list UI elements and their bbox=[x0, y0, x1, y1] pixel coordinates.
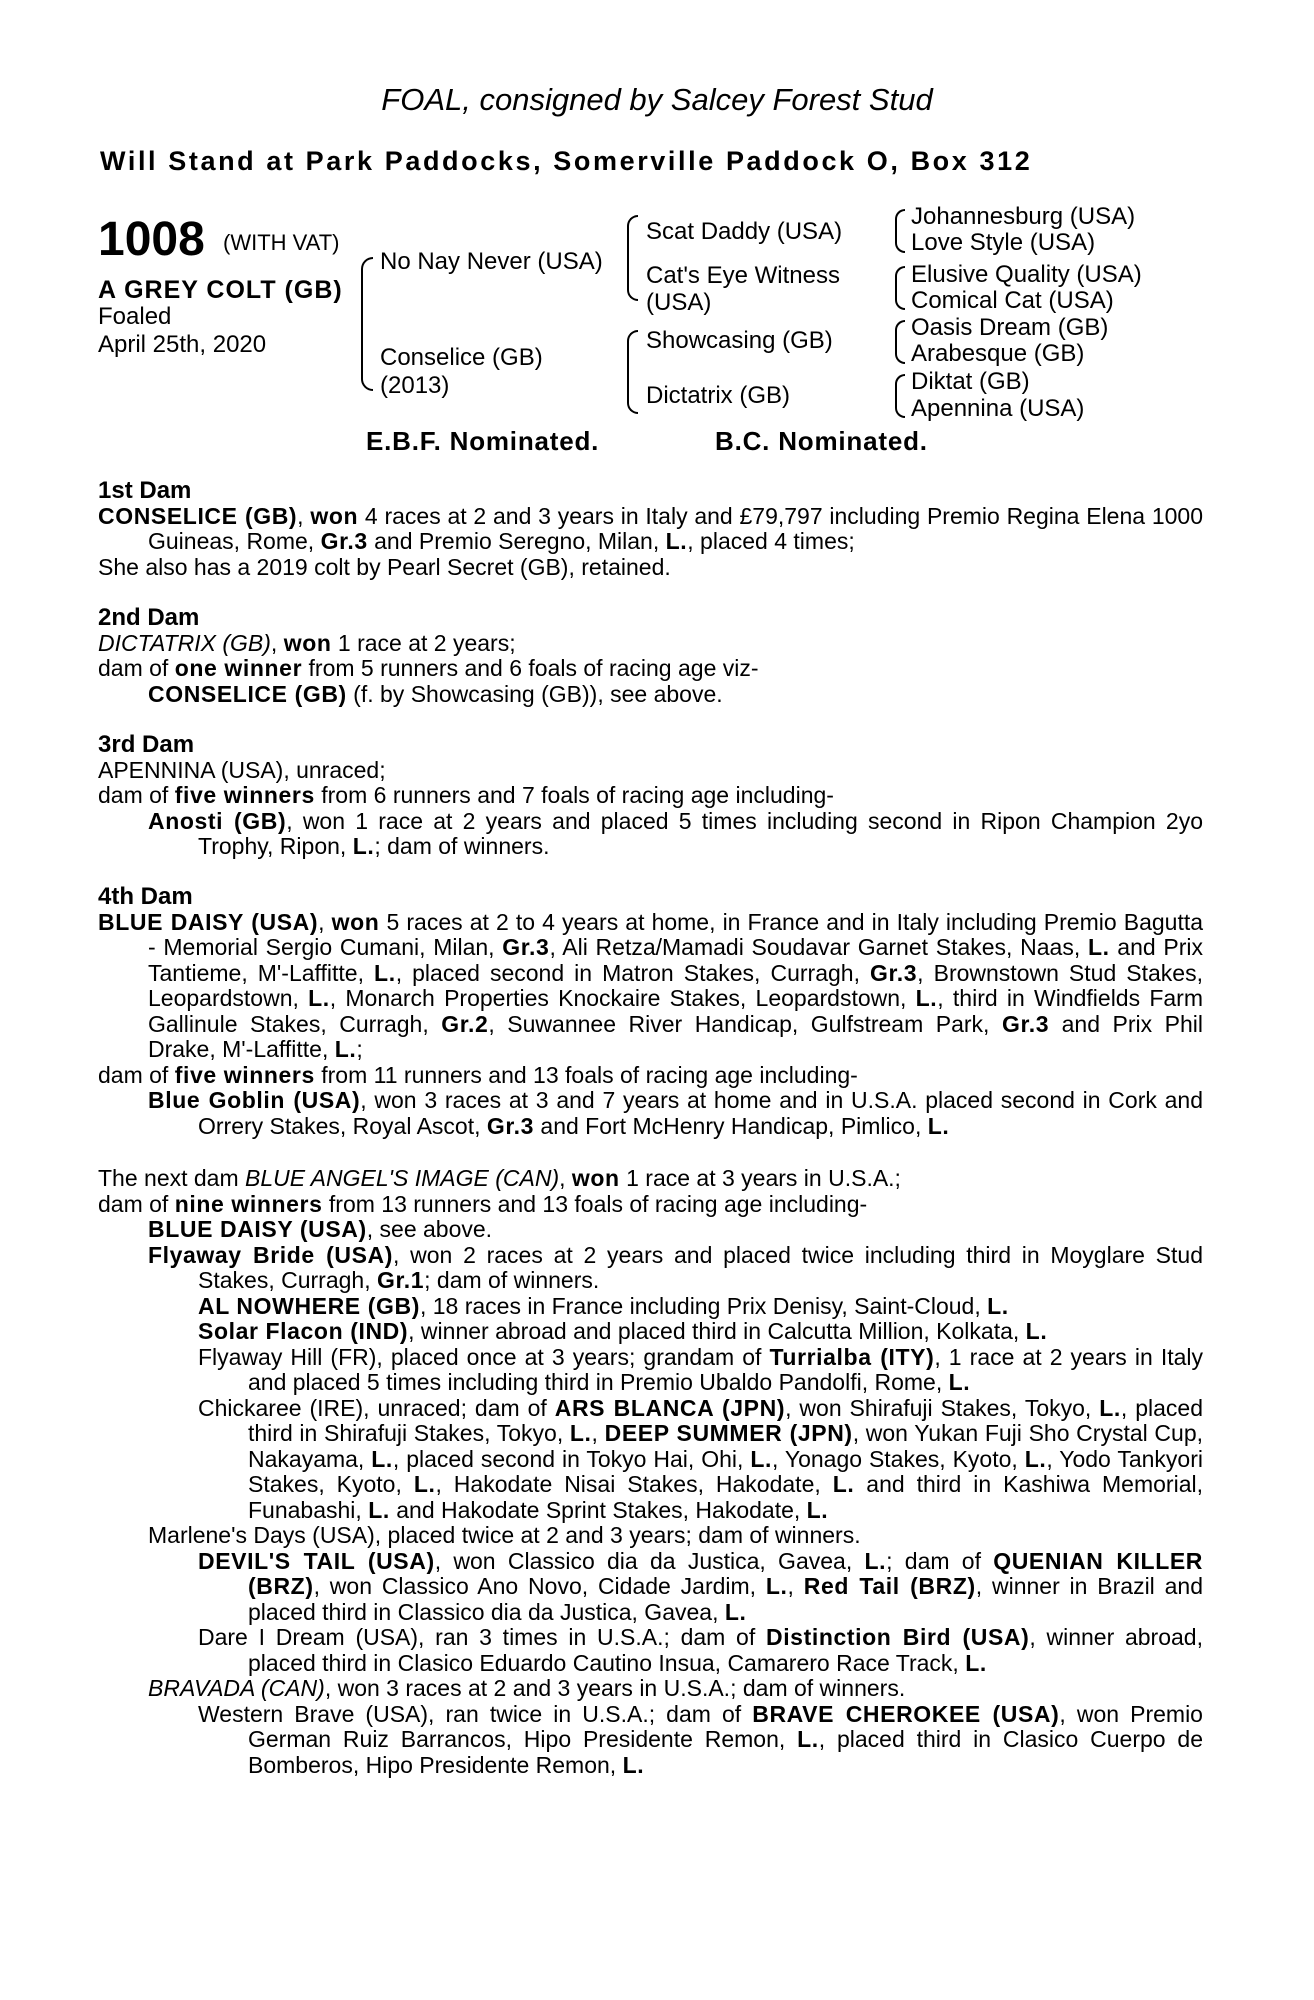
first-dam-text: 4 races at 2 and 3 years in Italy and £79,797 including Premio Regina Elena 1000 Guineas, Rome, bbox=[148, 502, 1203, 554]
produce-western-brave bbox=[98, 1702, 1203, 1779]
pedigree-dam-dam: Dictatrix (GB) bbox=[646, 382, 790, 409]
text: , won Classico dia da Justica, Gavea, bbox=[434, 1547, 865, 1574]
text: , Yonago Stakes, Kyoto, bbox=[771, 1445, 1025, 1472]
produce-name: DEEP SUMMER (JPN) bbox=[604, 1420, 853, 1446]
second-dam-name: DICTATRIX (GB) bbox=[98, 629, 271, 656]
pedigree-brace-g3c bbox=[895, 320, 905, 364]
second-dam-text: 1 race at 2 years; bbox=[331, 629, 516, 656]
pedigree-sdd: Comical Cat (USA) bbox=[911, 287, 1114, 314]
text: Chickaree (IRE), unraced; dam of bbox=[198, 1394, 555, 1421]
text: , won 2 races at 2 years and placed twice including third in Moyglare Stud Stakes, Curragh, bbox=[198, 1241, 1203, 1293]
listed-label: L. bbox=[1024, 1445, 1047, 1472]
listed-label: L. bbox=[334, 1036, 357, 1062]
text: , 18 races in France including Prix Denisy, Saint-Cloud, bbox=[419, 1292, 988, 1319]
listed-label: L. bbox=[371, 1445, 393, 1472]
pedigree-brace-sire bbox=[627, 215, 638, 301]
first-dam-text: , placed 4 times; bbox=[687, 528, 855, 554]
listed-label: L. bbox=[368, 1496, 390, 1523]
listed-label: L. bbox=[797, 1726, 819, 1752]
listed-label: L. bbox=[374, 959, 396, 986]
text: , Yodo Tankyori Stakes, Kyoto, bbox=[248, 1445, 1203, 1497]
text: , won Shirafuji Stakes, Tokyo, bbox=[785, 1394, 1100, 1421]
pedigree-dds: Diktat (GB) bbox=[911, 368, 1030, 395]
text: , third in Windfields Farm Gallinule Stakes, Curragh, bbox=[148, 985, 1203, 1037]
listed-label: L. bbox=[948, 1369, 971, 1395]
third-dam-title: 3rd Dam bbox=[98, 731, 195, 758]
listed-label: L. bbox=[1099, 1394, 1121, 1421]
produce-name: AL NOWHERE (GB) bbox=[198, 1292, 420, 1319]
third-dam-produce bbox=[98, 809, 1203, 860]
listed-label: L. bbox=[413, 1471, 436, 1497]
pedigree-brace-g3a bbox=[895, 209, 905, 253]
text: ; dam of winners. bbox=[424, 1267, 600, 1293]
fourth-dam-name: BLUE DAISY (USA) bbox=[98, 908, 319, 935]
text: dam of bbox=[98, 655, 175, 681]
text: 5 races at 2 to 4 years at home, in France and in Italy including Premio Bagutta - Memorial Sergio Cumani, Milan, bbox=[148, 908, 1204, 960]
pedigree-dsd: Arabesque (GB) bbox=[911, 340, 1085, 367]
text: , placed second in Tokyo Hai, Ohi, bbox=[392, 1445, 751, 1472]
pedigree-sds: Elusive Quality (USA) bbox=[911, 261, 1142, 288]
text: , won Classico Ano Novo, Cidade Jardim, bbox=[313, 1573, 766, 1599]
listed-label: L. bbox=[915, 985, 938, 1011]
produce-text: , won 1 race at 2 years and placed 5 times including second in Ripon Champion 2yo Trophy, Ripon, bbox=[198, 807, 1203, 859]
text: from 6 runners and 7 foals of racing age including- bbox=[314, 782, 834, 808]
pedigree-sss: Johannesburg (USA) bbox=[911, 203, 1136, 230]
pedigree-sire: No Nay Never (USA) bbox=[380, 248, 603, 275]
grade-label: Gr.3 bbox=[486, 1112, 535, 1139]
text: , winner abroad, placed third in Clasico Eduardo Cautino Insua, Camarero Race Track, bbox=[248, 1624, 1203, 1676]
produce-name: DEVIL'S TAIL (USA) bbox=[198, 1547, 435, 1574]
produce-name: Red Tail (BRZ) bbox=[803, 1573, 976, 1599]
fourth-dam-title: 4th Dam bbox=[98, 883, 193, 910]
fourth-dam-produce bbox=[98, 1088, 1203, 1139]
pedigree-brace-gen1 bbox=[361, 257, 373, 391]
text: , see above. bbox=[366, 1216, 493, 1242]
text: The next dam bbox=[98, 1165, 246, 1191]
first-dam-note: She also has a 2019 colt by Pearl Secret (GB), retained. bbox=[98, 553, 671, 580]
winners-count: nine winners bbox=[174, 1190, 323, 1217]
text: , winner in Brazil and placed third in Classico dia da Justica, Gavea, bbox=[248, 1573, 1203, 1625]
listed-label: L. bbox=[352, 833, 375, 859]
produce-name: ARS BLANCA (JPN) bbox=[554, 1394, 786, 1421]
listed-label: L. bbox=[750, 1445, 772, 1472]
grade-label: Gr.3 bbox=[320, 528, 368, 554]
first-dam-record: CONSELICE (GB), won 4 races at 2 and 3 years in Italy and £79,797 including Premio Regina Elena 1000 Guineas, Rome, Gr.3 and Premio Seregno, Milan, L., placed 4 times; bbox=[98, 502, 1203, 554]
text: Dare I Dream (USA), ran 3 times in U.S.A.; dam of bbox=[198, 1624, 766, 1650]
produce-text: and Fort McHenry Handicap, Pimlico, bbox=[534, 1112, 928, 1139]
produce-solar-flacon bbox=[198, 1319, 1203, 1345]
listed-label: L. bbox=[1087, 934, 1110, 960]
text: , placed third in Shirafuji Stakes, Tokyo, bbox=[248, 1394, 1203, 1446]
second-dam-section bbox=[98, 605, 1203, 707]
pedigree-dam-sire: Showcasing (GB) bbox=[646, 327, 833, 354]
won-label: won bbox=[571, 1165, 620, 1191]
won-label: won bbox=[283, 629, 332, 656]
text: , Monarch Properties Knockaire Stakes, Leopardstown, bbox=[329, 985, 916, 1011]
pedigree-ssd: Love Style (USA) bbox=[911, 229, 1096, 256]
produce-name: BRAVADA (CAN) bbox=[148, 1675, 325, 1701]
produce-dare-i-dream bbox=[98, 1625, 1203, 1676]
listed-label: L. bbox=[569, 1420, 592, 1446]
produce-text: , won 3 races at 3 and 7 years at home and in U.S.A. placed second in Cork and Orrery Stakes, Royal Ascot, bbox=[198, 1087, 1203, 1139]
third-dam-produce-summary bbox=[98, 783, 1203, 809]
horse-description: A GREY COLT (GB) bbox=[98, 276, 343, 304]
grade-label: Gr.3 bbox=[1001, 1010, 1050, 1037]
produce-name: Blue Goblin (USA) bbox=[148, 1087, 361, 1113]
listed-label: L. bbox=[665, 528, 688, 554]
text: ; bbox=[356, 1036, 363, 1062]
listed-label: L. bbox=[724, 1598, 747, 1625]
fourth-dam-record: BLUE DAISY (USA), won 5 races at 2 to 4 years at home, in France and in Italy including Premio Bagutta - Memorial Sergio Cumani, Milan, Gr.3, Ali Retza/Mamadi Soudavar Garnet Stakes, Naas, L. and Prix Tantieme, M'-Laffitte, L., placed second in Matron Stakes, Curragh, Gr.3, Brownstown Stud Stakes, Leopardstown, L., Monarch Properties Knockaire Stakes, Leopardstown, L., third in Windfields Farm Gallinule Stakes, Curragh, Gr.2, Suwannee River Handicap, Gulfstream Park, Gr.3 and Prix Phil Drake, M'-Laffitte, L.; bbox=[98, 908, 1204, 1062]
pedigree-sire-sire: Scat Daddy (USA) bbox=[646, 218, 843, 245]
next-dam-name: BLUE ANGEL'S IMAGE (CAN) bbox=[245, 1165, 560, 1191]
pedigree-brace-dam bbox=[627, 330, 638, 414]
text: dam of bbox=[98, 782, 175, 808]
third-dam-section bbox=[98, 732, 1203, 860]
text: , placed second in Matron Stakes, Curragh, bbox=[395, 959, 871, 986]
pedigree-ddd: Apennina (USA) bbox=[911, 395, 1085, 422]
produce-name: BRAVE CHEROKEE (USA) bbox=[752, 1700, 1060, 1727]
listed-label: L. bbox=[864, 1547, 887, 1574]
grade-label: Gr.2 bbox=[441, 1010, 489, 1037]
lot-number: 1008 bbox=[98, 213, 205, 266]
winners-count: one winner bbox=[174, 655, 303, 681]
text: , won Yukan Fuji Sho Crystal Cup, Nakayama, bbox=[248, 1420, 1204, 1472]
second-dam-title: 2nd Dam bbox=[98, 604, 200, 631]
produce-name: CONSELICE (GB) bbox=[148, 680, 347, 707]
next-dam-section bbox=[98, 1166, 1203, 1778]
pedigree-brace-g3d bbox=[895, 374, 905, 418]
listed-label: L. bbox=[987, 1292, 1009, 1319]
next-dam-record: The next dam BLUE ANGEL'S IMAGE (CAN), won 1 race at 3 years in U.S.A.; bbox=[98, 1165, 901, 1191]
text: and Prix Phil Drake, M'-Laffitte, bbox=[148, 1010, 1204, 1062]
text: ; dam of bbox=[886, 1547, 994, 1574]
text: , Brownstown Stud Stakes, Leopardstown, bbox=[148, 959, 1203, 1011]
pedigree-sire-dam-country: (USA) bbox=[646, 289, 712, 316]
produce-name: Solar Flacon (IND) bbox=[198, 1318, 409, 1344]
text: from 11 runners and 13 foals of racing age including- bbox=[314, 1061, 858, 1088]
text: , Ali Retza/Mamadi Soudavar Garnet Stakes, Naas, bbox=[549, 934, 1088, 960]
listed-label: L. bbox=[622, 1751, 645, 1778]
grade-label: Gr.1 bbox=[376, 1267, 425, 1293]
second-dam-produce bbox=[148, 682, 1203, 708]
winners-count: five winners bbox=[174, 1061, 315, 1088]
text: , 1 race at 2 years in Italy and placed 5 times including third in Premio Ubaldo Pandolfi, Rome, bbox=[248, 1343, 1204, 1395]
produce-name: BLUE DAISY (USA) bbox=[148, 1216, 367, 1242]
first-dam-title: 1st Dam bbox=[98, 477, 192, 504]
grade-label: Gr.3 bbox=[870, 959, 918, 986]
text: , winner abroad and placed third in Calcutta Million, Kolkata, bbox=[408, 1318, 1026, 1344]
produce-blue-daisy bbox=[148, 1217, 1203, 1243]
produce-marlenes-days: Marlene's Days (USA), placed twice at 2 and 3 years; dam of winners. bbox=[148, 1522, 861, 1548]
text: from 13 runners and 13 foals of racing age including- bbox=[322, 1190, 868, 1217]
first-dam-text: and Premio Seregno, Milan, bbox=[367, 528, 666, 554]
text: dam of bbox=[98, 1061, 175, 1088]
produce-name: Distinction Bird (USA) bbox=[765, 1624, 1030, 1650]
produce-devils-tail bbox=[98, 1549, 1203, 1626]
foaled-date: April 25th, 2020 bbox=[98, 331, 267, 358]
bc-nominated: B.C. Nominated. bbox=[715, 426, 928, 456]
listed-label: L. bbox=[965, 1649, 987, 1676]
produce-name: Turrialba (ITY) bbox=[769, 1343, 935, 1370]
text: , Suwannee River Handicap, Gulfstream Park, bbox=[488, 1010, 1002, 1037]
listed-label: L. bbox=[1025, 1318, 1048, 1344]
next-dam-produce-summary bbox=[98, 1192, 1203, 1218]
pedigree-brace-g3b bbox=[895, 266, 905, 310]
second-dam-record: DICTATRIX (GB), won 1 race at 2 years; bbox=[98, 629, 516, 656]
produce-text: ; dam of winners. bbox=[374, 833, 550, 859]
fourth-dam-produce-summary bbox=[98, 1063, 1203, 1089]
listed-label: L. bbox=[927, 1112, 950, 1139]
produce-name: Anosti (GB) bbox=[148, 807, 287, 834]
pedigree-dam-year: (2013) bbox=[380, 372, 450, 399]
listed-label: L. bbox=[308, 985, 330, 1011]
first-dam-section bbox=[98, 478, 1203, 580]
consignor-heading: FOAL, consigned by Salcey Forest Stud bbox=[381, 82, 933, 117]
winners-count: five winners bbox=[174, 782, 315, 808]
third-dam-record: APENNINA (USA), unraced; bbox=[98, 756, 386, 783]
text: and Hakodate Sprint Stakes, Hakodate, bbox=[389, 1496, 807, 1523]
grade-label: Gr.3 bbox=[502, 934, 550, 960]
listed-label: L. bbox=[832, 1471, 855, 1497]
text: Western Brave (USA), ran twice in U.S.A.; dam of bbox=[198, 1700, 753, 1727]
ebf-nominated: E.B.F. Nominated. bbox=[366, 426, 600, 456]
produce-flyaway-hill bbox=[98, 1345, 1203, 1396]
won-label: won bbox=[331, 908, 380, 935]
produce-al-nowhere bbox=[198, 1294, 1203, 1320]
vat-label: (WITH VAT) bbox=[223, 230, 340, 255]
produce-name: Flyaway Bride (USA) bbox=[148, 1241, 394, 1268]
produce-text: (f. by Showcasing (GB)), see above. bbox=[346, 680, 723, 707]
first-dam-name: CONSELICE (GB) bbox=[98, 502, 298, 529]
text: and third in Kashiwa Memorial, Funabashi, bbox=[248, 1471, 1203, 1523]
text: from 5 runners and 6 foals of racing age viz- bbox=[302, 655, 759, 681]
text: Flyaway Hill (FR), placed once at 3 years; grandam of bbox=[198, 1343, 770, 1370]
second-dam-produce-summary bbox=[98, 656, 1203, 682]
produce-name: QUENIAN KILLER (BRZ) bbox=[248, 1547, 1204, 1599]
text: , won 3 races at 2 and 3 years in U.S.A.; dam of winners. bbox=[324, 1675, 906, 1701]
text: , placed third in Clasico Cuerpo de Bomberos, Hipo Presidente Remon, bbox=[248, 1726, 1203, 1778]
pedigree-sire-dam: Cat's Eye Witness bbox=[646, 262, 840, 289]
text: , bbox=[591, 1420, 605, 1446]
produce-flyaway-bride bbox=[98, 1243, 1203, 1294]
produce-bravada bbox=[148, 1676, 1203, 1702]
text: and Prix Tantieme, M'-Laffitte, bbox=[148, 934, 1204, 986]
fourth-dam-section bbox=[98, 884, 1203, 1139]
pedigree-dss: Oasis Dream (GB) bbox=[911, 314, 1109, 341]
text: , Hakodate Nisai Stakes, Hakodate, bbox=[435, 1471, 833, 1497]
text: 1 race at 3 years in U.S.A.; bbox=[619, 1165, 901, 1191]
foaled-label: Foaled bbox=[98, 303, 172, 330]
text: , won Premio German Ruiz Barrancos, Hipo Presidente Remon, bbox=[248, 1700, 1203, 1752]
produce-chickaree bbox=[98, 1396, 1203, 1524]
stand-location: Will Stand at Park Paddocks, Somerville Paddock O, Box 312 bbox=[100, 146, 1033, 176]
listed-label: L. bbox=[765, 1573, 788, 1599]
won-label: won bbox=[310, 502, 359, 529]
pedigree-dam: Conselice (GB) bbox=[380, 344, 543, 371]
listed-label: L. bbox=[806, 1496, 829, 1523]
text: dam of bbox=[98, 1190, 175, 1217]
text: , bbox=[787, 1573, 804, 1599]
